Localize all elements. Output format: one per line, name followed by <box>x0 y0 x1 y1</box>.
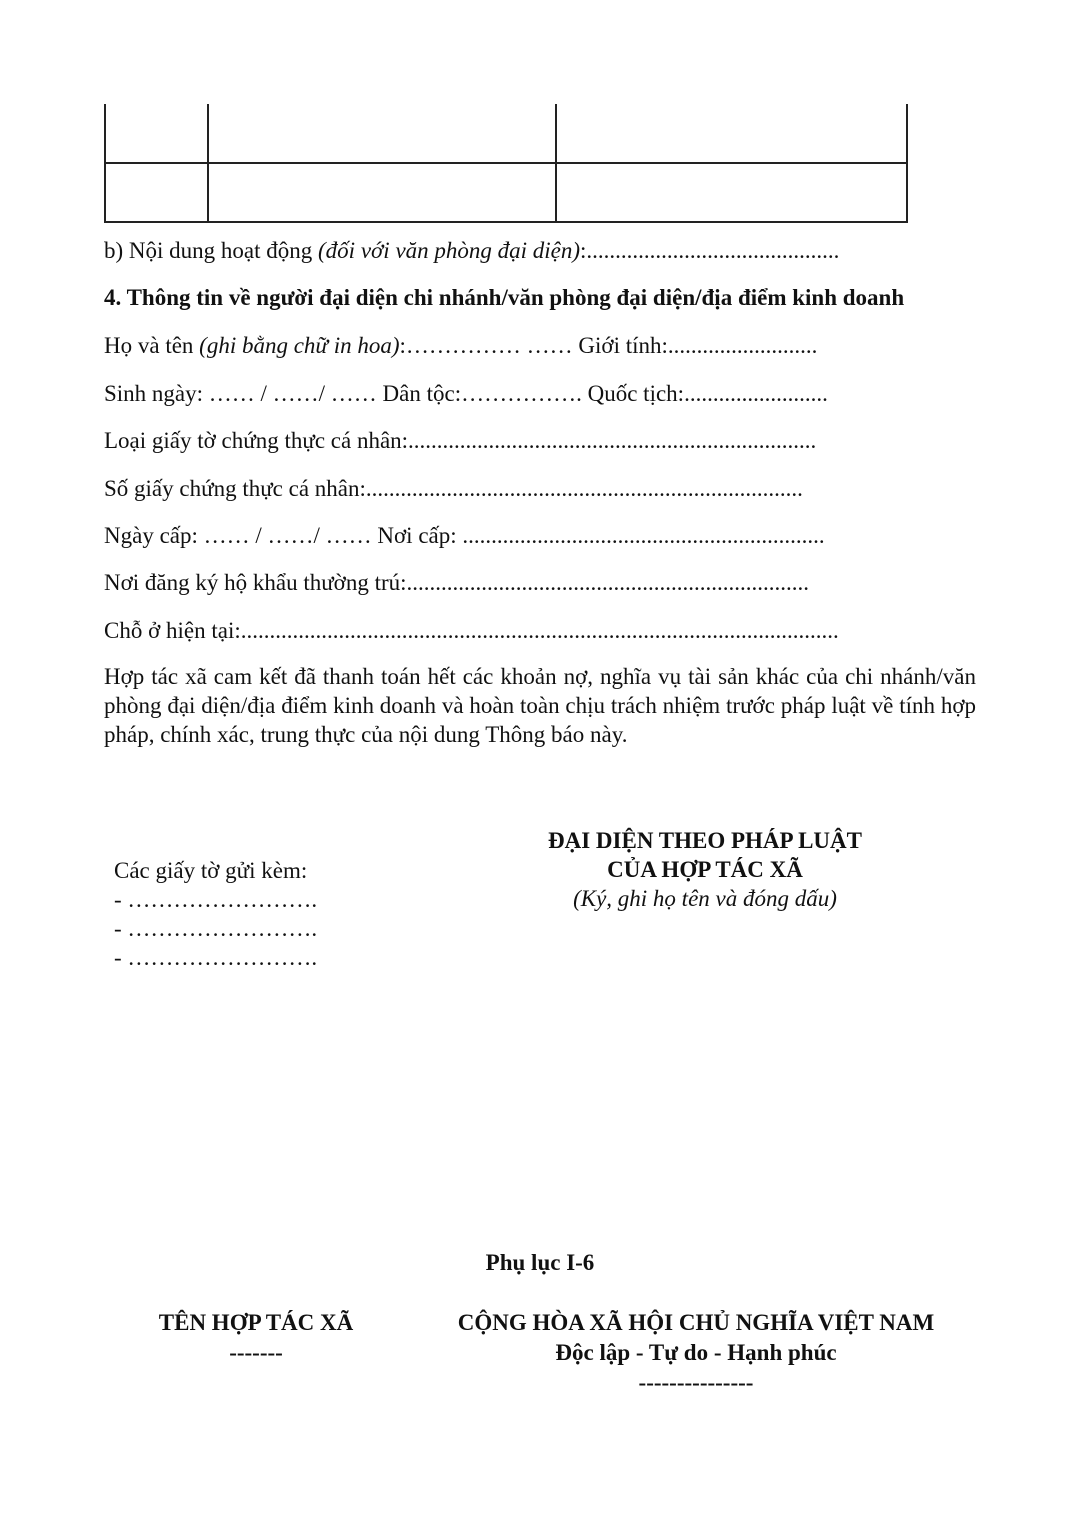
section-b-line <box>104 237 839 265</box>
appendix-title: Phụ lục I-6 <box>485 1250 595 1275</box>
signature-title-line2: CỦA HỢP TÁC XÃ <box>607 857 803 882</box>
field-issue: Ngày cấp: …… / ……/ …… Nơi cấp: ............................................................... <box>104 523 825 548</box>
field-residence: Nơi đăng ký hộ khẩu thường trú:...................................................................... <box>104 570 810 595</box>
section-b-dots: :............................................ <box>580 238 840 263</box>
field-birth: Sinh ngày: …… / ……/ …… Dân tộc:……………. Quốc tịch:......................... <box>104 381 828 406</box>
table-fragment <box>104 104 908 223</box>
signature-title-line1: ĐẠI DIỆN THEO PHÁP LUẬT <box>548 828 862 853</box>
field-id-number: Số giấy chứng thực cá nhân:............................................................................ <box>104 476 803 501</box>
national-rule: --------------- <box>638 1370 754 1395</box>
field-name-rest: :…………… …… Giới tính:.......................... <box>399 333 818 358</box>
national-motto: Độc lập - Tự do - Hạnh phúc <box>555 1340 837 1365</box>
attachment-item: - ……………………. <box>114 916 318 941</box>
table-border-bottom <box>104 221 908 223</box>
section-b-label: b) Nội dung hoạt động <box>104 238 319 263</box>
field-name-label: Họ và tên <box>104 333 200 358</box>
national-header <box>418 1308 974 1398</box>
field-current-address: Chỗ ở hiện tại:........................................................................................................ <box>104 618 839 643</box>
attachments-title: Các giấy tờ gửi kèm: <box>114 858 308 883</box>
commitment-paragraph: Hợp tác xã cam kết đã thanh toán hết các khoản nợ, nghĩa vụ tài sản khác của chi nhánh/văn phòng đại diện/địa điểm kinh doanh và hoàn toàn chịu trách nhiệm trước pháp luật về tính hợp pháp, chính xác, trung thực của nội dung Thông báo này. <box>104 664 976 747</box>
signature-block <box>440 826 970 913</box>
cooperative-header <box>120 1308 392 1368</box>
table-row-divider <box>104 162 908 164</box>
field-name-note: (ghi bằng chữ in hoa) <box>199 333 400 358</box>
attachment-item: - ……………………. <box>114 887 318 912</box>
attachments-block <box>114 856 317 972</box>
cooperative-rule: ------- <box>229 1340 283 1365</box>
signature-note: (Ký, ghi họ tên và đóng dấu) <box>573 886 837 911</box>
cooperative-name-label: TÊN HỢP TÁC XÃ <box>158 1310 354 1335</box>
section-4-heading: 4. Thông tin về người đại diện chi nhánh/văn phòng đại diện/địa điểm kinh doanh <box>104 285 905 310</box>
section-b-note: (đối với văn phòng đại diện) <box>318 238 581 263</box>
field-id-type: Loại giấy tờ chứng thực cá nhân:....................................................................... <box>104 428 817 453</box>
attachment-item: - ……………………. <box>114 945 318 970</box>
field-name <box>104 332 817 360</box>
national-title: CỘNG HÒA XÃ HỘI CHỦ NGHĨA VIỆT NAM <box>457 1310 935 1335</box>
